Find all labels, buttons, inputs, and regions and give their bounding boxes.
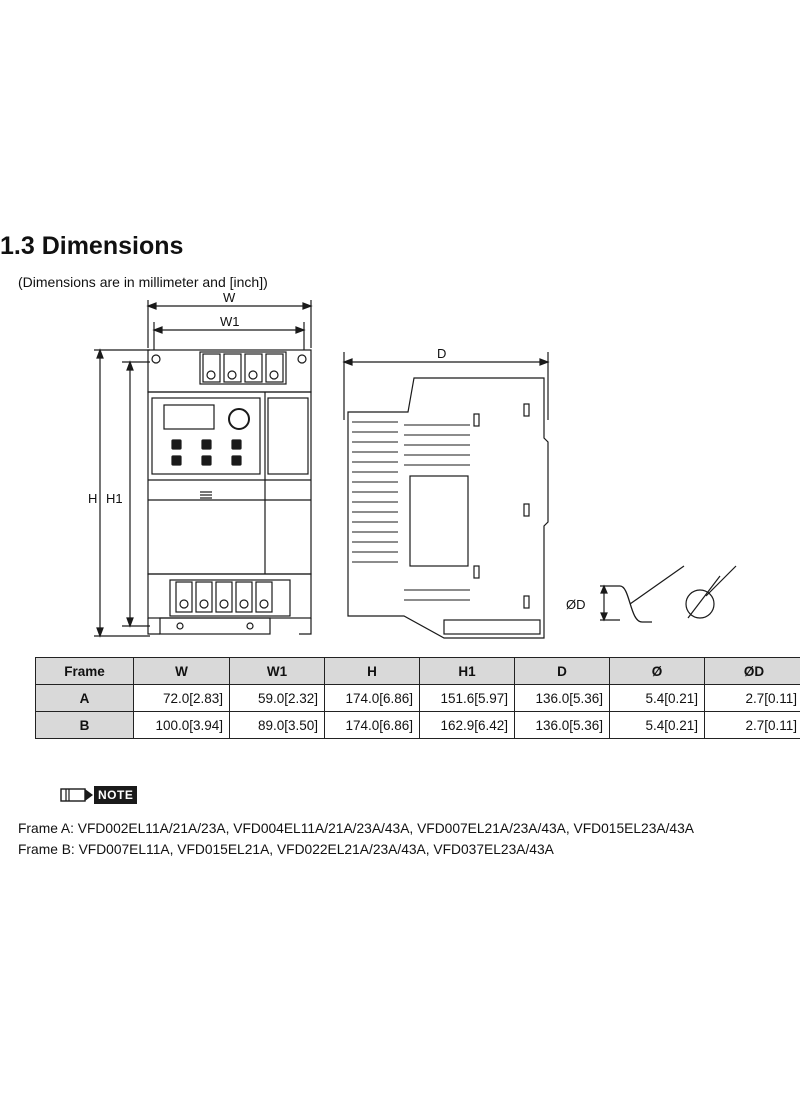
label-h1: H1 — [106, 491, 123, 506]
column-header: W — [134, 658, 230, 685]
mounting-hole-detail — [600, 566, 736, 622]
table-cell: 5.4[0.21] — [610, 712, 705, 739]
column-header: ØD — [705, 658, 800, 685]
section-title: 1.3 Dimensions — [0, 232, 184, 260]
label-d: D — [437, 346, 447, 361]
table-cell: 89.0[3.50] — [230, 712, 325, 739]
note-label: NOTE — [94, 786, 137, 804]
dimensions-table — [35, 657, 800, 739]
side-view — [344, 352, 548, 638]
table-cell: 72.0[2.83] — [134, 685, 230, 712]
label-h: H — [88, 491, 98, 506]
label-w: W — [223, 290, 236, 305]
frame-model-list — [18, 818, 694, 860]
table-cell: 162.9[6.42] — [420, 712, 515, 739]
table-row — [36, 712, 800, 739]
table-cell: 151.6[5.97] — [420, 685, 515, 712]
units-note: (Dimensions are in millimeter and [inch]) — [18, 274, 268, 290]
column-header: H — [325, 658, 420, 685]
front-view — [94, 300, 311, 636]
table-cell: 136.0[5.36] — [515, 685, 610, 712]
table-cell: 174.0[6.86] — [325, 712, 420, 739]
table-cell: 174.0[6.86] — [325, 685, 420, 712]
column-header: W1 — [230, 658, 325, 685]
note-badge — [60, 785, 137, 805]
frame-a-models: Frame A: VFD002EL11A/21A/23A, VFD004EL11A/21A/23A/43A, VFD007EL21A/23A/43A, VFD015EL23A/43A — [18, 821, 694, 836]
dimension-drawing — [0, 280, 800, 650]
pencil-icon — [60, 785, 94, 805]
table-row — [36, 685, 800, 712]
table-cell: 136.0[5.36] — [515, 712, 610, 739]
label-w1: W1 — [220, 314, 240, 329]
table-cell: B — [36, 712, 134, 739]
table-cell: 2.7[0.11] — [705, 712, 800, 739]
label-phi-d: ØD — [566, 597, 586, 612]
table-cell: 100.0[3.94] — [134, 712, 230, 739]
table-cell: 59.0[2.32] — [230, 685, 325, 712]
column-header: H1 — [420, 658, 515, 685]
column-header: Frame — [36, 658, 134, 685]
column-header: Ø — [610, 658, 705, 685]
table-cell: A — [36, 685, 134, 712]
table-header-row — [36, 658, 800, 685]
table-cell: 2.7[0.11] — [705, 685, 800, 712]
table-cell: 5.4[0.21] — [610, 685, 705, 712]
column-header: D — [515, 658, 610, 685]
frame-b-models: Frame B: VFD007EL11A, VFD015EL21A, VFD022EL21A/23A/43A, VFD037EL23A/43A — [18, 842, 554, 857]
